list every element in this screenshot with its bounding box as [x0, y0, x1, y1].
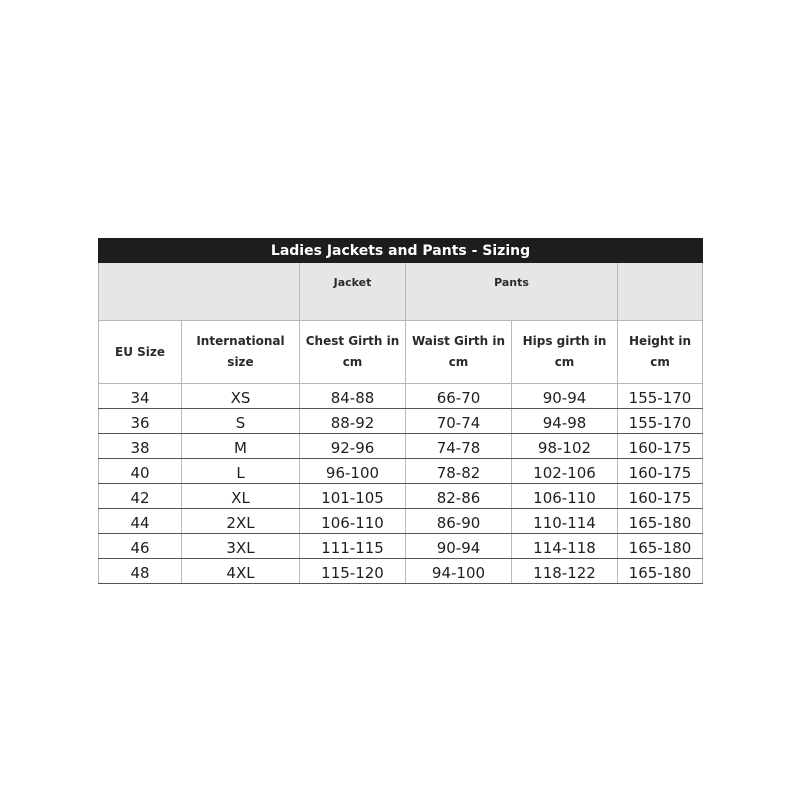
cell-chest-girth: 92-96 [300, 434, 406, 459]
table-row [99, 484, 703, 509]
cell-chest-girth: 101-105 [300, 484, 406, 509]
cell-international-size: XS [182, 384, 300, 409]
title-row [99, 239, 703, 263]
cell-international-size: S [182, 409, 300, 434]
cell-height: 165-180 [618, 534, 703, 559]
column-header-eu-size: EU Size [99, 321, 182, 384]
cell-hips-girth: 94-98 [512, 409, 618, 434]
column-header-chest-girth: Chest Girth in cm [300, 321, 406, 384]
cell-eu-size: 34 [99, 384, 182, 409]
group-header-jacket: Jacket [300, 263, 406, 321]
column-header-hips-girth: Hips girth in cm [512, 321, 618, 384]
cell-height: 160-175 [618, 459, 703, 484]
cell-hips-girth: 98-102 [512, 434, 618, 459]
group-header-pants: Pants [406, 263, 618, 321]
cell-international-size: 4XL [182, 559, 300, 584]
column-header-international-size: International size [182, 321, 300, 384]
cell-waist-girth: 90-94 [406, 534, 512, 559]
cell-height: 160-175 [618, 434, 703, 459]
table-body [99, 384, 703, 584]
table-row [99, 509, 703, 534]
cell-eu-size: 42 [99, 484, 182, 509]
group-header-blank [99, 263, 300, 321]
cell-chest-girth: 84-88 [300, 384, 406, 409]
sizing-table [98, 238, 703, 584]
cell-hips-girth: 110-114 [512, 509, 618, 534]
cell-height: 165-180 [618, 559, 703, 584]
table-row [99, 434, 703, 459]
cell-chest-girth: 88-92 [300, 409, 406, 434]
sizing-chart [98, 238, 702, 582]
cell-hips-girth: 114-118 [512, 534, 618, 559]
cell-chest-girth: 111-115 [300, 534, 406, 559]
table-row [99, 409, 703, 434]
group-header-row [99, 263, 703, 321]
cell-eu-size: 36 [99, 409, 182, 434]
cell-waist-girth: 66-70 [406, 384, 512, 409]
cell-international-size: XL [182, 484, 300, 509]
cell-waist-girth: 82-86 [406, 484, 512, 509]
cell-waist-girth: 74-78 [406, 434, 512, 459]
column-header-height: Height in cm [618, 321, 703, 384]
cell-height: 160-175 [618, 484, 703, 509]
cell-hips-girth: 90-94 [512, 384, 618, 409]
table-row [99, 534, 703, 559]
cell-height: 155-170 [618, 409, 703, 434]
cell-hips-girth: 106-110 [512, 484, 618, 509]
cell-waist-girth: 78-82 [406, 459, 512, 484]
group-header-blank-right [618, 263, 703, 321]
cell-international-size: M [182, 434, 300, 459]
cell-eu-size: 48 [99, 559, 182, 584]
cell-chest-girth: 106-110 [300, 509, 406, 534]
cell-eu-size: 46 [99, 534, 182, 559]
cell-international-size: 3XL [182, 534, 300, 559]
cell-waist-girth: 86-90 [406, 509, 512, 534]
column-header-waist-girth: Waist Girth in cm [406, 321, 512, 384]
cell-international-size: L [182, 459, 300, 484]
cell-waist-girth: 94-100 [406, 559, 512, 584]
cell-eu-size: 44 [99, 509, 182, 534]
cell-height: 155-170 [618, 384, 703, 409]
cell-international-size: 2XL [182, 509, 300, 534]
cell-eu-size: 38 [99, 434, 182, 459]
cell-hips-girth: 102-106 [512, 459, 618, 484]
cell-chest-girth: 96-100 [300, 459, 406, 484]
table-title: Ladies Jackets and Pants - Sizing [99, 239, 703, 263]
table-row [99, 384, 703, 409]
cell-hips-girth: 118-122 [512, 559, 618, 584]
cell-waist-girth: 70-74 [406, 409, 512, 434]
column-header-row [99, 321, 703, 384]
cell-eu-size: 40 [99, 459, 182, 484]
cell-height: 165-180 [618, 509, 703, 534]
table-row [99, 459, 703, 484]
table-row [99, 559, 703, 584]
cell-chest-girth: 115-120 [300, 559, 406, 584]
